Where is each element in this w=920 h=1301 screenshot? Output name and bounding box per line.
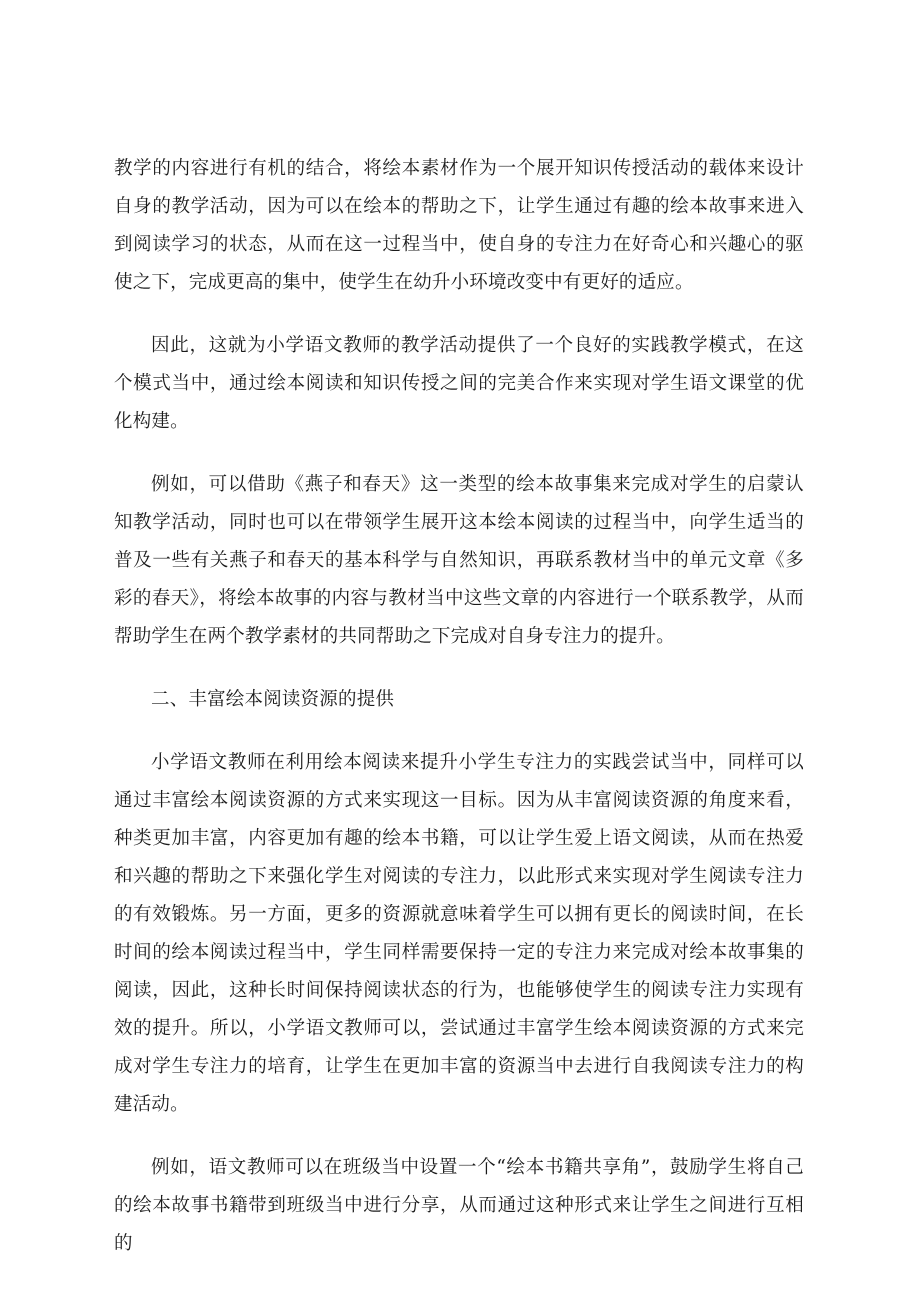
section-heading: 二、丰富绘本阅读资源的提供 [151,689,395,710]
document-page [114,150,804,1263]
paragraph-therefore: 因此，这就为小学语文教师的教学活动提供了一个良好的实践教学模式，在这个模式当中，通过绘本阅读和知识传授之间的完美合作来实现对学生语文课堂的优化构建。 [114,335,804,432]
paragraph-example-swallow: 例如，可以借助《燕子和春天》这一类型的绘本故事集来完成对学生的启蒙认知教学活动，同时也可以在带领学生展开这本绘本阅读的过程当中，向学生适当的普及一些有关燕子和春天的基本科学与自然知识，再联系教材当中的单元文章《多彩的春天》，将绘本故事的内容与教材当中这些文章的内容进行一个联系教学，从而帮助学生在两个教学素材的共同帮助之下完成对自身专注力的提升。 [114,474,804,647]
paragraph-resources: 小学语文教师在利用绘本阅读来提升小学生专注力的实践尝试当中，同样可以通过丰富绘本阅读资源的方式来实现这一目标。因为从丰富阅读资源的角度来看，种类更加丰富，内容更加有趣的绘本书籍，可以让学生爱上语文阅读，从而在热爱和兴趣的帮助之下来强化学生对阅读的专注力，以此形式来实现对学生阅读专注力的有效锻炼。另一方面，更多的资源就意味着学生可以拥有更长的阅读时间，在长时间的绘本阅读过程当中，学生同样需要保持一定的专注力来完成对绘本故事集的阅读，因此，这种长时间保持阅读状态的行为，也能够使学生的阅读专注力实现有效的提升。所以，小学语文教师可以，尝试通过丰富学生绘本阅读资源的方式来完成对学生专注力的培育，让学生在更加丰富的资源当中去进行自我阅读专注力的构建活动。 [114,752,804,1115]
paragraph-continuation: 教学的内容进行有机的结合，将绘本素材作为一个展开知识传授活动的载体来设计自身的教学活动，因为可以在绘本的帮助之下，让学生通过有趣的绘本故事来进入到阅读学习的状态，从而在这一过程当中，使自身的专注力在好奇心和兴趣心的驱使之下，完成更高的集中，使学生在幼升小环境改变中有更好的适应。 [114,158,804,293]
paragraph-example-sharing: 例如，语文教师可以在班级当中设置一个“绘本书籍共享角”，鼓励学生将自己的绘本故事书籍带到班级当中进行分享，从而通过这种形式来让学生之间进行互相的 [114,1157,804,1254]
